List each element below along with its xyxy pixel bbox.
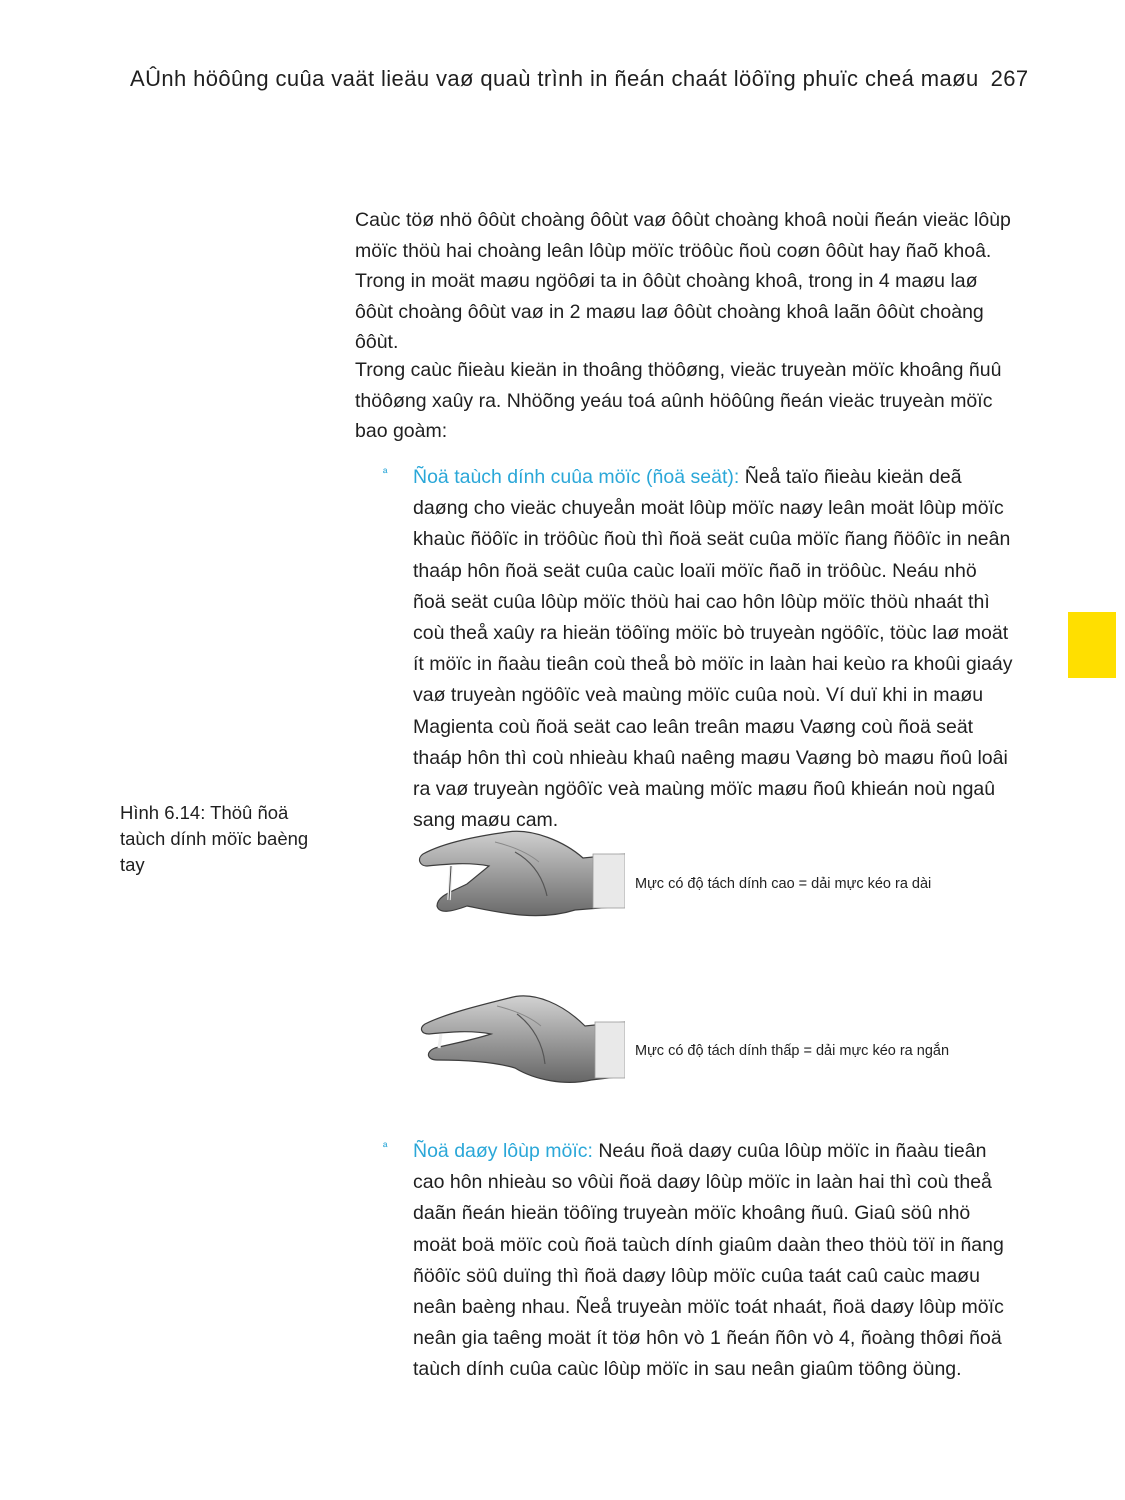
bullet-marker: ª	[383, 466, 388, 480]
figure-label-high-tack: Mực có độ tách dính cao = dải mực kéo ra dài	[635, 876, 932, 892]
bullet-text: Ñeå taïo ñieàu kieän deã daøng cho vieäc chuyeån moät lôùp möïc naøy leân moät lôùp möïc khaùc ñöôïc in tröôùc ñoù thì ñoä seät cuûa möïc ñang ñöôïc in neân thaáp hôn ñoä seät cuûa caùc loaïi möïc ñaõ in tröôùc. Neáu nhö ñoä seät cuûa lôùp möïc thöù hai cao hôn lôùp möïc thöù nhaát thì coù theå xaûy ra hieän töôïng möïc bò truyeàn ngöôïc, töùc laø moät ít möïc in ñaàu tieân coù theå bò möïc in laàn hai keùo ra khoûi giaáy vaø truyeàn ngöôïc veà maùng möïc cuûa noù. Ví duï khi in maøu Magienta coù ñoä seät cao leân treân maøu Vaøng coù ñoä seät thaáp hôn thì coù nhieàu khaû naêng maøu Vaøng bò maøu ñoû loâi ra vaø truyeàn ngöôïc veà maùng möïc maøu ñoû khieán noù ngaû sang maøu cam.	[413, 466, 1013, 832]
hand-tack-low-illustration	[415, 988, 625, 1093]
paragraph-wet-on-wet: Caùc töø nhö ôôùt choàng ôôùt vaø ôôùt choàng khoâ noùi ñeán vieäc lôùp möïc thöù hai choàng leân lôùp möïc tröôùc ñoù coøn ôôùt hay ñaõ khoâ. Trong in moät maøu ngöôøi ta in ôôùt choàng khoâ, trong in 4 maøu laø ôôùt choàng ôôùt vaø in 2 maøu laø ôôùt choàng khoâ laãn ôôùt choàng ôôùt.	[355, 209, 1011, 353]
bullet-heading: Ñoä taùch dính cuûa möïc (ñoä seät):	[413, 466, 740, 488]
bullet-text: Neáu ñoä daøy cuûa lôùp möïc in ñaàu tieân cao hôn nhieàu so vôùi ñoä daøy lôùp möïc in laàn hai thì coù theå daãn ñeán hieän töôïng truyeàn möïc khoâng ñuû. Giaû söû nhö moät boä möïc coù ñoä taùch dính giaûm daàn theo thöù töï in ñang ñöôïc söû duïng thì ñoä daøy lôùp möïc cuûa taát caû caùc maøu neân baèng nhau. Ñeå truyeàn möïc toát nhaát, ñoä daøy lôùp möïc neân gia taêng moät ít töø hôn vò 1 ñeán ñôn vò 4, ñoàng thôøi ñoä taùch dính cuûa caùc lôùp möïc in sau neân giaûm töông öùng.	[413, 1140, 1004, 1381]
paragraph-ink-trapping: Trong caùc ñieàu kieän in thoâng thöôøng, vieäc truyeàn möïc khoâng ñuû thöôøng xaûy ra. Nhöõng yeáu toá aûnh höôûng ñeán vieäc truyeàn möïc bao goàm:	[355, 359, 1002, 442]
bullet-ink-tack	[383, 462, 1013, 836]
bullet-marker: ª	[383, 1140, 388, 1154]
figure-caption: Hình 6.14: Thöû ñoä taùch dính möïc baèng tay	[120, 802, 309, 875]
hand-tack-high-illustration	[415, 822, 625, 927]
bullet-ink-thickness	[383, 1136, 1013, 1386]
bullet-heading: Ñoä daøy lôùp möïc:	[413, 1140, 593, 1162]
chapter-title: AÛnh höôûng cuûa vaät lieäu vaø quaù trình in ñeán chaát löôïng phuïc cheá maøu	[130, 66, 979, 91]
figure-label-low-tack: Mực có độ tách dính thấp = dải mực kéo ra ngắn	[635, 1043, 950, 1059]
page-header	[130, 66, 1029, 92]
page-number: 267	[990, 66, 1029, 91]
chapter-tab-marker	[1068, 612, 1116, 678]
